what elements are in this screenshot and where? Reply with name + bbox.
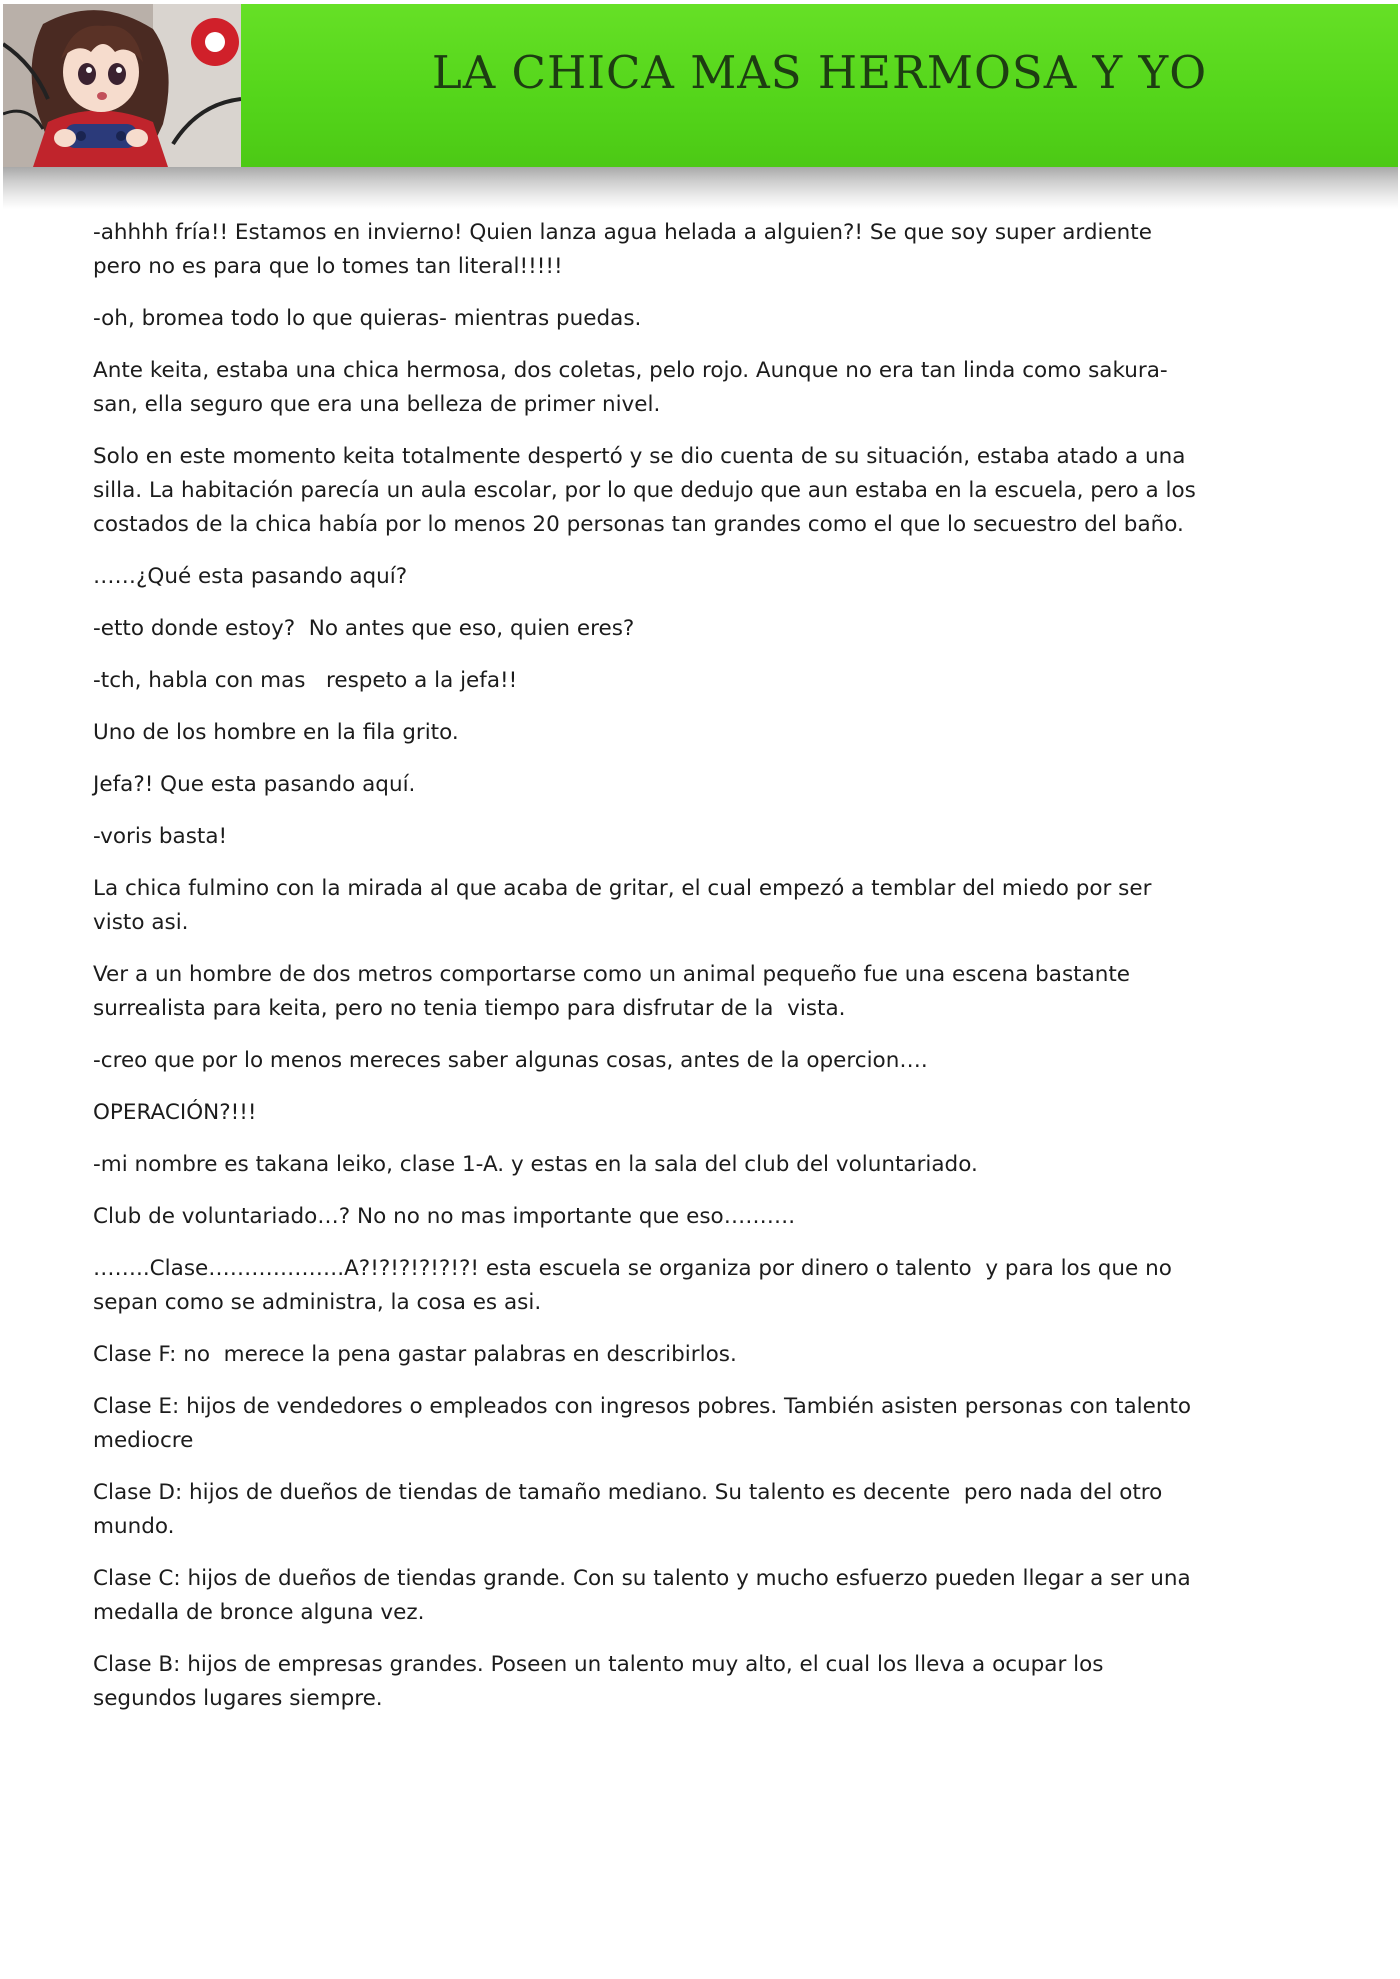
banner-shadow — [3, 167, 1398, 209]
paragraph: Solo en este momento keita totalmente despertó y se dio cuenta de su situación, estaba atado a una silla. La habitación parecía un aula escolar, por lo que dedujo que aun estaba en la escuela, pero a los costados de la chica había por lo menos 20 personas tan grandes como el que lo secuestro del baño. — [93, 444, 1203, 537]
paragraph: Club de voluntariado…? No no no mas importante que eso………. — [93, 1204, 796, 1229]
document-title: LA CHICA MAS HERMOSA Y YO — [431, 46, 1208, 99]
paragraph: -creo que por lo menos mereces saber algunas cosas, antes de la opercion…. — [93, 1048, 928, 1073]
paragraph: OPERACIÓN?!!! — [93, 1100, 257, 1125]
paragraph: Jefa?! Que esta pasando aquí. — [93, 772, 416, 797]
paragraph: La chica fulmino con la mirada al que acaba de gritar, el cual empezó a temblar del miedo por ser visto asi. — [93, 876, 1159, 935]
paragraph: Clase D: hijos de dueños de tiendas de tamaño mediano. Su talento es decente pero nada del otro mundo. — [93, 1480, 1170, 1539]
paragraph: Clase E: hijos de vendedores o empleados con ingresos pobres. También asisten personas con talento mediocre — [93, 1394, 1198, 1453]
paragraph: Clase B: hijos de empresas grandes. Poseen un talento muy alto, el cual los lleva a ocupar los segundos lugares siempre. — [93, 1652, 1111, 1711]
paragraph: -mi nombre es takana leiko, clase 1-A. y estas en la sala del club del voluntariado. — [93, 1152, 978, 1177]
paragraph: -voris basta! — [93, 824, 228, 849]
paragraph: ……..Clase……………….A?!?!?!?!?!?! esta escuela se organiza por dinero o talento y para los que no sepan como se administra, la cosa es asi. — [93, 1256, 1179, 1315]
paragraph: -ahhhh fría!! Estamos en invierno! Quien lanza agua helada a alguien?! Se que soy super ardiente pero no es para que lo tomes tan literal!!!!! — [93, 220, 1159, 279]
paragraph: ……¿Qué esta pasando aquí? — [93, 564, 408, 589]
paragraph: Uno de los hombre en la fila grito. — [93, 720, 459, 745]
paragraph: -etto donde estoy? No antes que eso, quien eres? — [93, 616, 635, 641]
anime-girl-illustration — [3, 4, 241, 167]
paragraph: -tch, habla con mas respeto a la jefa!! — [93, 668, 518, 693]
document-body — [93, 216, 1203, 1734]
paragraph: Clase F: no merece la pena gastar palabras en describirlos. — [93, 1342, 737, 1367]
paragraph: -oh, bromea todo lo que quieras- mientras puedas. — [93, 306, 642, 331]
paragraph: Clase C: hijos de dueños de tiendas grande. Con su talento y mucho esfuerzo pueden llegar a ser una medalla de bronce alguna vez. — [93, 1566, 1198, 1625]
header-banner — [3, 4, 1398, 204]
paragraph: Ante keita, estaba una chica hermosa, dos coletas, pelo rojo. Aunque no era tan linda como sakura-san, ella seguro que era una belleza de primer nivel. — [93, 358, 1168, 417]
paragraph: Ver a un hombre de dos metros comportarse como un animal pequeño fue una escena bastante surrealista para keita, pero no tenia tiempo para disfrutar de la vista. — [93, 962, 1137, 1021]
